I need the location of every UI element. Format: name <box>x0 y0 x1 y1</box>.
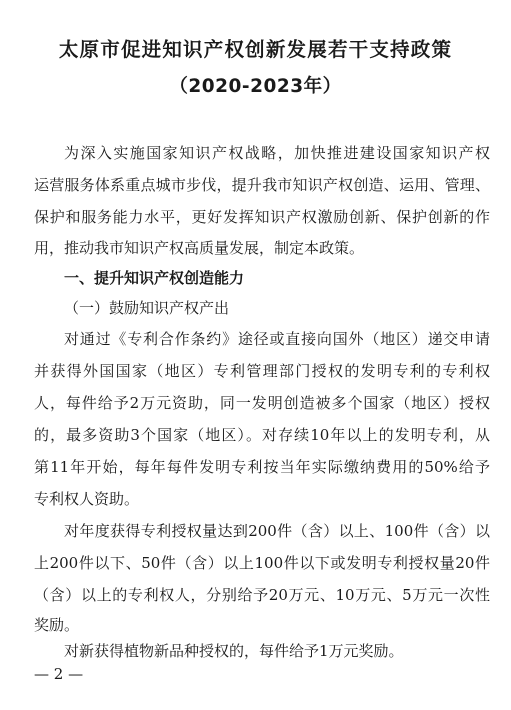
paragraph-line: 保护和服务能力水平，更好发挥知识产权激励创新、保护创新的作 <box>34 208 490 226</box>
section-heading: 一、提升知识产权创造能力 <box>64 269 245 287</box>
subsection-heading: （一）鼓励知识产权产出 <box>64 299 230 317</box>
document-title: 太原市促进知识产权创新发展若干支持政策 <box>58 38 453 61</box>
page-number: — 2 — <box>34 665 84 683</box>
paragraph-line: 运营服务体系重点城市步伐，提升我市知识产权创造、运用、管理、 <box>34 176 490 194</box>
paragraph-line: 第11年开始，每年每件发明专利按当年实际缴纳费用的50%给予 <box>34 458 490 476</box>
paragraph-line: 上200件以下、50件（含）以上100件以下或发明专利授权量20件 <box>34 554 490 572</box>
paragraph-line: 人，每件给予2万元资助，同一发明创造被多个国家（地区）授权 <box>34 394 490 412</box>
document-subtitle: （2020-2023年） <box>169 76 342 97</box>
paragraph-line: 对通过《专利合作条约》途径或直接向国外（地区）递交申请 <box>64 330 490 348</box>
paragraph-line: 的，最多资助3个国家（地区）。对存续10年以上的发明专利，从 <box>34 426 490 444</box>
paragraph-line: 奖励。 <box>34 616 80 634</box>
paragraph-line: 对年度获得专利授权量达到200件（含）以上、100件（含）以 <box>64 522 490 540</box>
paragraph-line: （含）以上的专利权人，分别给予20万元、10万元、5万元一次性 <box>34 586 490 604</box>
paragraph-line: 并获得外国国家（地区）专利管理部门授权的发明专利的专利权 <box>34 362 490 380</box>
paragraph-line: 对新获得植物新品种授权的，每件给予1万元奖励。 <box>64 642 404 660</box>
paragraph-line: 用，推动我市知识产权高质量发展，制定本政策。 <box>34 239 365 257</box>
paragraph-line: 专利权人资助。 <box>34 490 140 508</box>
paragraph-line: 为深入实施国家知识产权战略，加快推进建设国家知识产权 <box>64 144 490 162</box>
